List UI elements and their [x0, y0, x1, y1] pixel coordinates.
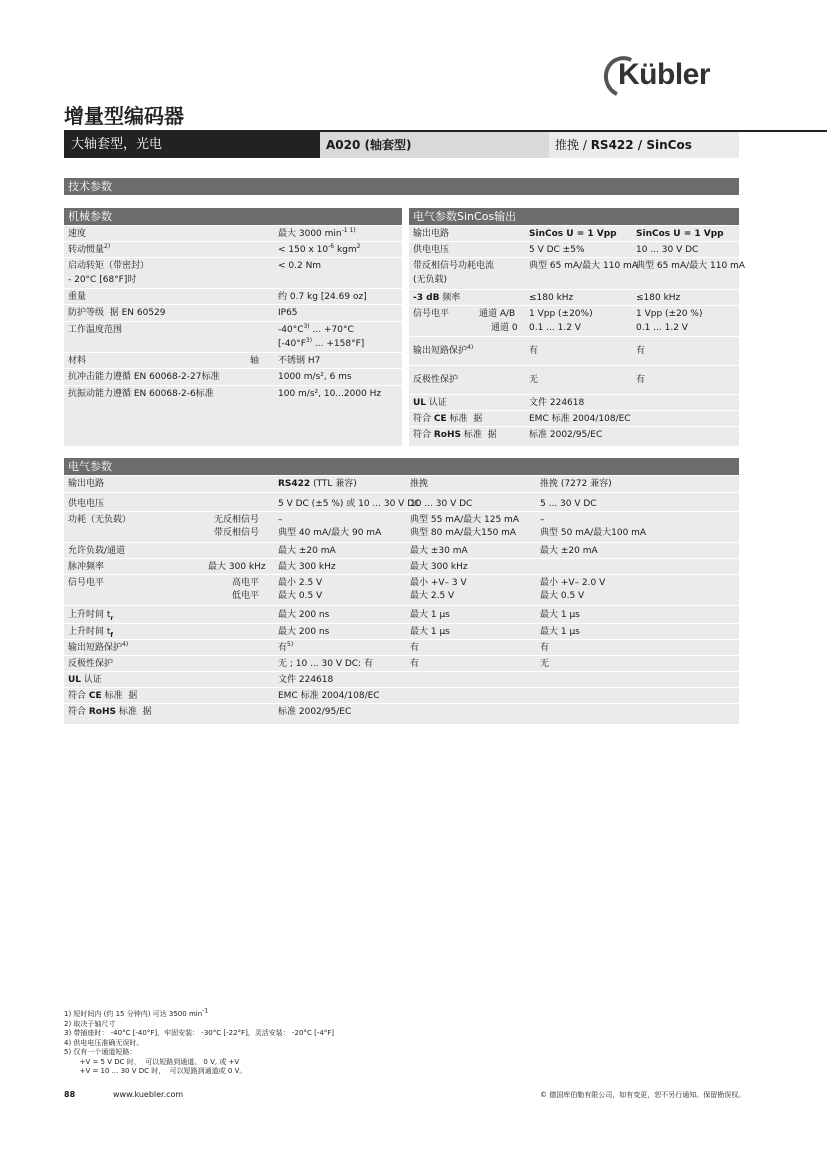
elec-supply-label: 供电电压 — [68, 499, 105, 509]
mech-row-torque — [64, 258, 402, 289]
sincos-supply-c1: 5 V DC ±5% — [529, 245, 585, 255]
sincos-output-c2: SinCos U = 1 Vpp — [636, 229, 724, 239]
sincos-level-c1a: 1 Vpp (±20%) — [529, 309, 593, 319]
footnote-5b: +V = 10 ... 30 V DC 时， 可以短路到通道或 0 V。 — [64, 1067, 247, 1075]
sincos-row-current — [409, 258, 745, 290]
elec-header: 电气参数 — [64, 458, 739, 475]
sincos-rohs-c1: 标准 2002/95/EC — [529, 430, 603, 440]
elec-row-ul — [64, 672, 739, 688]
sincos-level-c1b: 0.1 ... 1.2 V — [529, 323, 581, 333]
footnotes — [64, 1007, 335, 1077]
elec-row-short — [64, 640, 739, 656]
mech-weight-label: 重量 — [68, 292, 87, 302]
elec-short-c2: 有 — [410, 643, 420, 653]
elec-fall-label: 上升时间 $t_f$ — [68, 627, 114, 639]
elec-level-sub2: 低电平 — [232, 591, 260, 601]
elec-load-label: 允许负载/通道 — [68, 546, 126, 556]
elec-supply-c1: 5 V DC (±5 %) 或 10 ... 30 V DC — [278, 499, 421, 509]
elec-rev-c2: 有 — [410, 659, 420, 669]
elec-ul-label: UL 认证 — [68, 675, 102, 685]
sincos-short-c2: 有 — [636, 346, 646, 356]
elec-rise-c3: 最大 1 µs — [540, 610, 580, 620]
sincos-row-ul — [409, 395, 739, 411]
sincos-level-label: 信号电平 — [413, 309, 450, 319]
elec-pulse-c2: 最大 300 kHz — [410, 562, 468, 572]
elec-row-output — [64, 476, 739, 493]
elec-level-sub1: 高电平 — [232, 578, 260, 588]
elec-power-label: 功耗（无负载） — [68, 515, 132, 525]
mech-vib-value: 100 m/s², 10...2000 Hz — [278, 389, 382, 399]
sincos-level-c2b: 0.1 ... 1.2 V — [636, 323, 688, 333]
elec-power-c2b: 典型 80 mA/最大150 mA — [410, 528, 517, 538]
mech-shock-value: 1000 m/s², 6 ms — [278, 372, 352, 382]
elec-ce-label: 符合 CE 标准 据 — [68, 691, 138, 701]
sincos-ce-label: 符合 CE 标准 据 — [413, 414, 483, 424]
mech-row-material — [64, 353, 402, 369]
elec-power-c3b: 典型 50 mA/最大100 mA — [540, 528, 647, 538]
elec-level-c2b: 最大 2.5 V — [410, 591, 455, 601]
elec-power-c1a: – — [278, 515, 283, 525]
mech-material-value: 不锈钢 H7 — [278, 356, 321, 366]
footnote-3: 3) 带插座时： -40°C [-40°F]，牢固安装： -30°C [-22°F]，灵活安装： -20°C [-4°F] — [64, 1029, 335, 1037]
sincos-freq-label: -3 dB 频率 — [413, 293, 461, 303]
footnote-2: 2) 取决于轴尺寸 — [64, 1019, 116, 1028]
elec-pulse-label: 脉冲频率 — [68, 562, 105, 572]
sincos-reverse-c1: 无 — [529, 375, 539, 385]
elec-row-rise — [64, 606, 739, 624]
mech-speed-label: 速度 — [68, 229, 87, 239]
page-title: 增量型编码器 — [64, 104, 184, 128]
sincos-row-short — [409, 337, 739, 366]
sincos-output-c1: SinCos U = 1 Vpp — [529, 229, 617, 239]
elec-level-c2a: 最小 +V– 3 V — [410, 578, 467, 588]
footnote-5: 5) 仅有一个通道短路： — [64, 1048, 137, 1056]
sincos-level-c2a: 1 Vpp (±20 %) — [636, 309, 703, 319]
elec-ce-c1: EMC 标准 2004/108/EC — [278, 691, 380, 701]
elec-rise-c2: 最大 1 µs — [410, 610, 450, 620]
elec-power-sub2: 带反相信号 — [214, 528, 260, 538]
elec-load-c1: 最大 ±20 mA — [278, 546, 336, 556]
elec-level-c1a: 最小 2.5 V — [278, 578, 323, 588]
sincos-row-output — [409, 226, 739, 242]
footnote-1: 1) 短时间内 (约 15 分钟内) 可达 3500 $\min^{-1}$ — [64, 1007, 209, 1018]
mech-material-sub: 轴 — [250, 356, 260, 366]
footnote-5a: +V = 5 V DC 时， 可以短路到通道、 0 V, 或 +V — [64, 1057, 240, 1066]
sincos-output-label: 输出电路 — [413, 229, 450, 239]
sincos-header: 电气参数SinCos输出 — [409, 208, 739, 225]
elec-power-c1b: 典型 40 mA/最大 90 mA — [278, 528, 382, 538]
elec-supply-c2: 10 ... 30 V DC — [410, 499, 473, 509]
logo-text: Kübler — [618, 58, 711, 91]
sincos-current-c2: 典型 65 mA/最大 110 mA — [636, 261, 745, 271]
elec-ul-c1: 文件 224618 — [278, 675, 334, 685]
mech-header: 机械参数 — [64, 208, 402, 225]
website-link[interactable]: www.kuebler.com — [113, 1090, 184, 1099]
mech-row-speed — [64, 226, 402, 242]
elec-power-c3a: – — [540, 515, 545, 525]
elec-row-load — [64, 543, 739, 559]
sincos-supply-c2: 10 ... 30 V DC — [636, 245, 699, 255]
footnote-4: 4) 供电电压准确无误时。 — [64, 1038, 144, 1047]
sincos-reverse-c2: 有 — [636, 375, 646, 385]
mech-temp-value2: [$-40^\circ F^{3)}$ ... +158°F] — [278, 337, 365, 349]
elec-out-c3: 推挽 (7272 兼容) — [540, 479, 612, 489]
sincos-chan-0: 通道 0 — [491, 323, 518, 333]
elec-out-c1: RS422 (TTL 兼容) — [278, 479, 357, 489]
elec-load-c2: 最大 ±30 mA — [410, 546, 468, 556]
mech-row-shock — [64, 369, 402, 386]
elec-pulse-sub: 最大 300 kHz — [208, 562, 266, 572]
elec-short-c3: 有 — [540, 643, 550, 653]
mech-row-temp — [64, 322, 402, 353]
sincos-row-ce — [409, 411, 739, 427]
subtitle-model: A020 (轴套型) — [320, 132, 549, 158]
mech-torque-label: 启动转矩（带密封） — [68, 261, 150, 271]
elec-fall-c1: 最大 200 ns — [278, 627, 330, 637]
sincos-freq-c1: ≤180 kHz — [529, 293, 574, 303]
elec-row-ce — [64, 688, 739, 704]
sincos-row-supply — [409, 242, 739, 258]
sincos-reverse-label: 反极性保护 — [413, 375, 459, 385]
tech-data-header: 技术参数 — [64, 178, 739, 195]
elec-rev-c1: 无 ; 10 ... 30 V DC: 有 — [278, 659, 373, 669]
elec-fall-c3: 最大 1 µs — [540, 627, 580, 637]
sincos-chan-ab: 通道 A/B — [479, 309, 516, 319]
sincos-row-freq — [409, 290, 739, 306]
mech-panel — [64, 226, 402, 446]
mech-shock-label: 抗冲击能力遵循 EN 60068-2-27标准 — [68, 372, 220, 382]
sincos-ce-c1: EMC 标准 2004/108/EC — [529, 414, 631, 424]
mech-protection-label: 防护等级 据 EN 60529 — [68, 308, 166, 318]
mech-torque-value: < 0.2 Nm — [278, 261, 322, 271]
sincos-current-c1: 典型 65 mA/最大 110 mA — [529, 261, 638, 271]
elec-pulse-c1: 最大 300 kHz — [278, 562, 336, 572]
elec-out-c2: 推挽 — [410, 479, 429, 489]
elec-level-label: 信号电平 — [68, 578, 105, 588]
sincos-row-reverse — [409, 366, 739, 395]
mech-row-inertia — [64, 242, 402, 258]
elec-level-c3b: 最大 0.5 V — [540, 591, 585, 601]
subtitle-bar — [64, 132, 739, 158]
kubler-logo — [606, 60, 740, 98]
mech-temp-label: 工作温度范围 — [68, 325, 123, 335]
mech-temp-value1: $-40^\circ C^{3)}$ ... +70°C — [278, 323, 354, 335]
sincos-panel — [409, 226, 745, 446]
sincos-ul-c1: 文件 224618 — [529, 398, 585, 408]
elec-row-fall — [64, 624, 739, 640]
elec-rohs-label: 符合 RoHS 标准 据 — [68, 707, 152, 717]
elec-load-c3: 最大 ±20 mA — [540, 546, 598, 556]
mech-vib-label: 抗振动能力遵循 EN 60068-2-6标准 — [68, 389, 214, 399]
mech-row-protection — [64, 305, 402, 322]
sincos-current-label: 带反相信号功耗电流 — [413, 261, 495, 271]
elec-power-c2a: 典型 55 mA/最大 125 mA — [410, 515, 519, 525]
subtitle-output: 推挽 / RS422 / SinCos — [549, 132, 739, 158]
sincos-rohs-label: 符合 RoHS 标准 据 — [413, 430, 497, 440]
sincos-ul-label: UL 认证 — [413, 398, 447, 408]
mech-weight-value: 约 0.7 kg [24.69 oz] — [278, 292, 367, 302]
elec-rise-c1: 最大 200 ns — [278, 610, 330, 620]
sincos-row-level — [409, 306, 739, 337]
mech-row-vibration — [64, 386, 402, 402]
elec-panel — [64, 476, 739, 724]
sincos-supply-label: 供电电压 — [413, 245, 450, 255]
elec-row-supply — [64, 493, 739, 512]
elec-rev-label: 反极性保护 — [68, 659, 114, 669]
sincos-row-rohs — [409, 427, 739, 442]
sincos-short-label: 输出短路保护$^{4)}$ — [413, 344, 474, 356]
elec-out-label: 输出电路 — [68, 479, 105, 489]
sincos-short-c1: 有 — [529, 346, 539, 356]
elec-row-level — [64, 575, 739, 606]
elec-level-c3a: 最小 +V– 2.0 V — [540, 578, 606, 588]
elec-rev-c3: 无 — [540, 659, 550, 669]
mech-speed-value: 最大 3000 $\min^{-1 1)}$ — [278, 227, 356, 239]
elec-short-label: 输出短路保护$^{4)}$ — [68, 641, 129, 653]
elec-supply-c3: 5 ... 30 V DC — [540, 499, 597, 509]
sincos-freq-c2: ≤180 kHz — [636, 293, 681, 303]
elec-row-rohs — [64, 704, 739, 719]
elec-rohs-c1: 标准 2002/95/EC — [278, 707, 352, 717]
elec-fall-c2: 最大 1 µs — [410, 627, 450, 637]
elec-level-c1b: 最大 0.5 V — [278, 591, 323, 601]
elec-row-pulse — [64, 559, 739, 575]
elec-row-power — [64, 512, 739, 543]
mech-row-weight — [64, 289, 402, 305]
page-number: 88 — [64, 1090, 76, 1099]
sincos-current-label2: (无负载) — [413, 275, 448, 285]
mech-torque-label2: - 20°C [68°F]时 — [68, 275, 137, 285]
elec-row-reverse — [64, 656, 739, 672]
mech-protection-value: IP65 — [278, 308, 298, 318]
elec-short-c1: 有$^{5)}$ — [278, 641, 294, 653]
mech-inertia-label: 转动惯量$^{2)}$ — [68, 243, 111, 255]
copyright: © 德国库伯勒有限公司，如有变更，恕不另行通知。保留勘误权。 — [540, 1091, 746, 1099]
elec-rise-label: 上升时间 $t_r$ — [68, 610, 114, 622]
mech-inertia-value: < 150 x $10^{-6}$ kgm$^2$ — [278, 243, 361, 255]
mech-material-label: 材料 — [68, 356, 87, 366]
subtitle-type: 大轴套型，光电 — [64, 132, 320, 158]
elec-power-sub1: 无反相信号 — [214, 515, 260, 525]
